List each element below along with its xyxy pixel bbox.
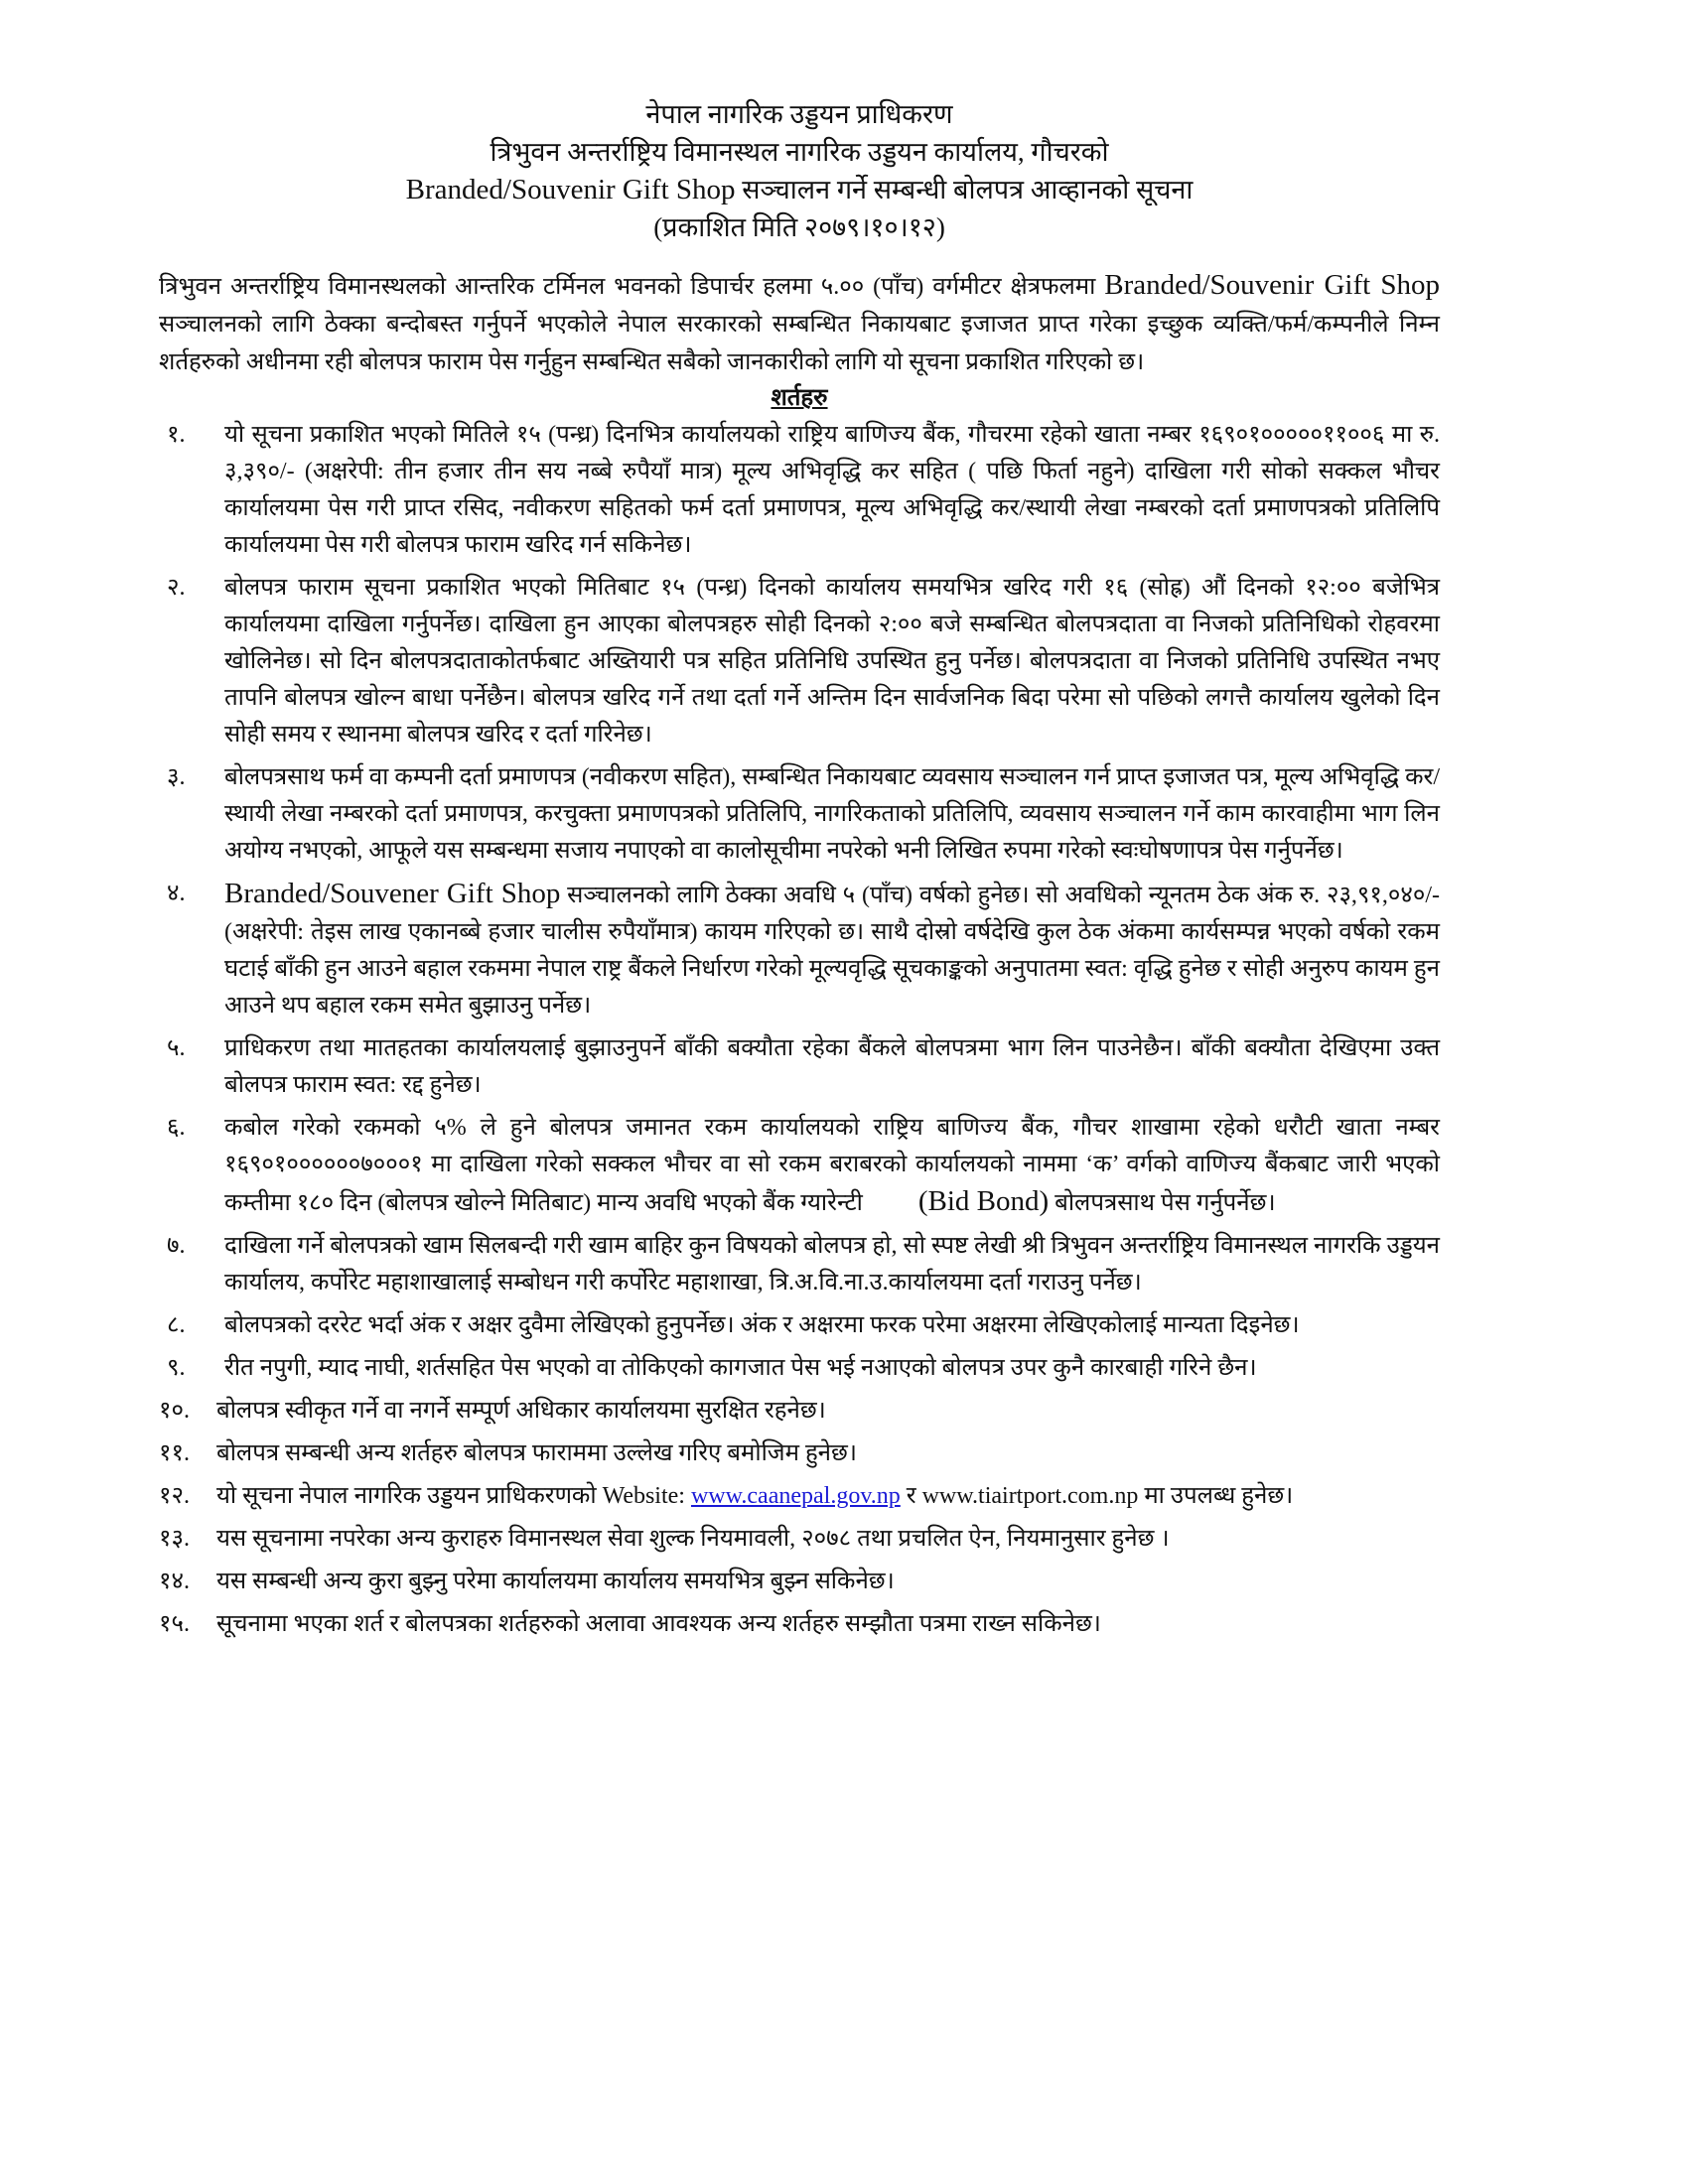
term-item <box>159 1435 1440 1472</box>
intro-text-1: त्रिभुवन अन्तर्राष्ट्रिय विमानस्थलको आन्तरिक टर्मिनल भवनको डिपार्चर हलमा ५.०० (पाँच) वर्गमीटर क्षेत्रफलमा <box>159 274 1105 300</box>
notice-title-np: सञ्चालन गर्ने सम्बन्धी बोलपत्र आव्हानको सूचना <box>735 175 1194 205</box>
term-text: बोलपत्र फाराम सूचना प्रकाशित भएको मितिबाट १५ (पन्ध्र) दिनको कार्यालय समयभित्र खरिद गरी १६ (सोह्र) औं दिनको १२:०० बजेभित्र कार्यालयमा दाखिला गर्नुपर्नेछ। दाखिला हुन आएका बोलपत्रहरु सोही दिनको २:०० बजे सम्बन्धित बोलपत्रदाता वा निजको प्रतिनिधिको रोहवरमा खोलिनेछ। सो दिन बोलपत्रदाताकोतर्फबाट अख्तियारी पत्र सहित प्रतिनिधि उपस्थित हुनु पर्नेछ। बोलपत्रदाता वा निजको प्रतिनिधि उपस्थित नभए तापनि बोलपत्र खोल्न बाधा पर्नेछैन। बोलपत्र खरिद गर्ने तथा दर्ता गर्ने अन्तिम दिन सार्वजनिक बिदा परेमा सो पछिको लगत्तै कार्यालय खुलेको दिन सोही समय र स्थानमा बोलपत्र खरिद र दर्ता गरिनेछ। <box>224 575 1440 748</box>
term-item <box>159 1228 1440 1301</box>
term-text: यो सूचना प्रकाशित भएको मितिले १५ (पन्ध्र) दिनभित्र कार्यालयको राष्ट्रिय बाणिज्य बैंक, गौचरमा रहेको खाता नम्बर १६९०१०००००११००६ मा रु. ३,३९०/- (अक्षरेपी: तीन हजार तीन सय नब्बे रुपैयाँ मात्र) मूल्य अभिवृद्धि कर सहित ( पछि फिर्ता नहुने) दाखिला गरी सोको सक्कल भौचर कार्यालयमा पेस गरी प्राप्त रसिद, नवीकरण सहितको फर्म दर्ता प्रमाणपत्र, मूल्य अभिवृद्धि कर/स्थायी लेखा नम्बरको दर्ता प्रमाणपत्रको प्रतिलिपि कार्यालयमा पेस गरी बोलपत्र फाराम खरिद गर्न सकिनेछ। <box>224 422 1440 558</box>
term-text <box>224 1110 1440 1222</box>
term-number: ७. <box>167 1233 186 1259</box>
terms-list <box>159 417 1440 1643</box>
term-item <box>159 570 1440 753</box>
term-number: ३. <box>167 764 186 790</box>
term-item <box>159 759 1440 870</box>
term-text <box>216 1478 1440 1515</box>
term-text: बोलपत्र स्वीकृत गर्ने वा नगर्ने सम्पूर्ण अधिकार कार्यालयमा सुरक्षित रहनेछ। <box>216 1398 826 1424</box>
term-item <box>159 1307 1440 1344</box>
term-number: १३. <box>159 1526 190 1552</box>
term-text: बोलपत्रको दररेट भर्दा अंक र अक्षर दुवैमा लेखिएको हुनुपर्नेछ। अंक र अक्षरमा फरक परेमा अक्षरमा लेखिएकोलाई मान्यता दिइनेछ। <box>224 1312 1300 1338</box>
term-number: ११. <box>159 1440 190 1466</box>
published-date: (प्रकाशित मिति २०७९।१०।१२) <box>653 212 945 242</box>
term-number: ९. <box>167 1355 186 1381</box>
term-text: दाखिला गर्ने बोलपत्रको खाम सिलबन्दी गरी खाम बाहिर कुन विषयको बोलपत्र हो, सो स्पष्ट लेखी श्री त्रिभुवन अन्तर्राष्ट्रिय विमानस्थल नागरकि उड्डयन कार्यालय, कर्पोरेट महाशाखालाई सम्बोधन गरी कर्पोरेट महाशाखा, त्रि.अ.वि.ना.उ.कार्यालयमा दर्ता गराउनु पर्नेछ। <box>224 1233 1440 1296</box>
office-name: त्रिभुवन अन्तर्राष्ट्रिय विमानस्थल नागरिक उड्डयन कार्यालय, गौचरको <box>490 137 1109 167</box>
term-number: ५. <box>167 1035 186 1061</box>
term-number: १५. <box>159 1611 190 1637</box>
intro-shop-name: Branded/Souvenir Gift Shop <box>1104 269 1440 301</box>
term-item <box>159 1564 1440 1600</box>
notice-title-en: Branded/Souvenir Gift Shop <box>405 174 736 205</box>
term-number: १४. <box>159 1569 190 1594</box>
term-text: यस सम्बन्धी अन्य कुरा बुझ्नु परेमा कार्यालयमा कार्यालय समयभित्र बुझ्न सकिनेछ। <box>216 1569 895 1594</box>
term-bid-bond: (Bid Bond) <box>917 1185 1050 1217</box>
term-item <box>159 1521 1440 1558</box>
intro-text-2: सञ्चालनको लागि ठेक्का बन्दोबस्त गर्नुपर्ने भएकोले नेपाल सरकारको सम्बन्धित निकायबाट इजाजत प्राप्त गरेका इच्छुक व्यक्ति/फर्म/कम्पनीले निम्न शर्तहरुको अधीनमा रही बोलपत्र फाराम पेस गर्नुहुन सम्बन्धित सबैको जानकारीको लागि यो सूचना प्रकाशित गरिएको छ। <box>159 312 1440 375</box>
org-name: नेपाल नागरिक उड्डयन प्राधिकरण <box>645 99 953 129</box>
term-text <box>224 876 1440 1024</box>
term-text: सूचनामा भएका शर्त र बोलपत्रका शर्तहरुको अलावा आवश्यक अन्य शर्तहरु सम्झौता पत्रमा राख्न सकिनेछ। <box>216 1611 1101 1637</box>
term-item <box>159 1030 1440 1104</box>
term-item <box>159 1478 1440 1515</box>
term-item <box>159 417 1440 564</box>
term-text-body: यो सूचना नेपाल नागरिक उड्डयन प्राधिकरणको Website: <box>216 1483 691 1509</box>
term-item <box>159 1110 1440 1222</box>
term-text: बोलपत्रसाथ फर्म वा कम्पनी दर्ता प्रमाणपत्र (नवीकरण सहित), सम्बन्धित निकायबाट व्यवसाय सञ्चालन गर्न प्राप्त इजाजत पत्र, मूल्य अभिवृद्धि कर/स्थायी लेखा नम्बरको दर्ता प्रमाणपत्र, करचुक्ता प्रमाणपत्रको प्रतिलिपि, नागरिकताको प्रतिलिपि, व्यवसाय सञ्चालन गर्ने काम कारवाहीमा भाग लिन अयोग्य नभएको, आफूले यस सम्बन्धमा सजाय नपाएको वा कालोसूचीमा नपरेको भनी लिखित रुपमा गरेको स्वःघोषणापत्र पेस गर्नुपर्नेछ। <box>224 764 1440 864</box>
term-text-body: सञ्चालनको लागि ठेक्का अवधि ५ (पाँच) वर्षको हुनेछ। सो अवधिको न्यूनतम ठेक अंक रु. २३,९१,०४०/- (अक्षरेपी: तेइस लाख एकानब्बे हजार चालीस रुपैयाँमात्र) कायम गरिएको छ। साथै दोस्रो वर्षदेखि कुल ठेक अंकमा कार्यसम्पन्न भएको वर्षको रकम घटाई बाँकी हुन आउने बहाल रकममा नेपाल राष्ट्र बैंकले निर्धारण गरेको मूल्यवृद्धि सूचकाङ्कको अनुपातमा स्वत: वृद्धि हुनेछ र सोही अनुरुप कायम हुन आउने थप बहाल रकम समेत बुझाउनु पर्नेछ। <box>224 883 1440 1019</box>
terms-title: शर्तहरु <box>771 385 828 411</box>
term-number: १०. <box>159 1398 190 1424</box>
notice-title <box>159 171 1440 208</box>
intro-paragraph <box>159 266 1440 381</box>
term-number: ८. <box>167 1312 186 1338</box>
term-text: बोलपत्र सम्बन्धी अन्य शर्तहरु बोलपत्र फाराममा उल्लेख गरिए बमोजिम हुनेछ। <box>216 1440 857 1466</box>
term-item <box>159 1393 1440 1430</box>
term-item <box>159 1606 1440 1643</box>
caa-website-link[interactable]: www.caanepal.gov.np <box>690 1483 901 1509</box>
term-number: २. <box>167 575 186 601</box>
term-item <box>159 1350 1440 1387</box>
term-text-tail: र www.tiairtport.com.np मा उपलब्ध हुनेछ। <box>900 1483 1294 1509</box>
term-number: १२. <box>159 1483 190 1509</box>
term-item <box>159 876 1440 1024</box>
term-text: रीत नपुगी, म्याद नाघी, शर्तसहित पेस भएको वा तोकिएको कागजात पेस भई नआएको बोलपत्र उपर कुनै कारबाही गरिने छैन। <box>224 1355 1257 1381</box>
term-text-tail: बोलपत्रसाथ पेस गर्नुपर्नेछ। <box>1049 1190 1276 1216</box>
term-shop-name: Branded/Souvener Gift Shop <box>224 878 561 909</box>
notice-header <box>159 95 1440 246</box>
notice-page <box>159 95 1440 1649</box>
term-number: ६. <box>167 1115 186 1141</box>
term-text-body: कबोल गरेको रकमको ५% ले हुने बोलपत्र जमानत रकम कार्यालयको राष्ट्रिय बाणिज्य बैंक, गौचर शाखामा रहेको धरौटी खाता नम्बर १६९०१००००००७०००१ मा दाखिला गरेको सक्कल भौचर वा सो रकम बराबरको कार्यालयको नाममा ‘क’ वर्गको वाणिज्य बैंकबाट जारी भएको कम्तीमा १८० दिन (बोलपत्र खोल्ने मितिबाट) मान्य अवधि भएको बैंक ग्यारेन्टी <box>224 1115 1440 1216</box>
term-number: १. <box>167 422 186 448</box>
term-number: ४. <box>167 881 186 906</box>
term-text: यस सूचनामा नपरेका अन्य कुराहरु विमानस्थल सेवा शुल्क नियमावली, २०७८ तथा प्रचलित ऐन, नियमानुसार हुनेछ । <box>216 1526 1170 1552</box>
term-text: प्राधिकरण तथा मातहतका कार्यालयलाई बुझाउनुपर्ने बाँकी बक्यौता रहेका बैंकले बोलपत्रमा भाग लिन पाउनेछैन। बाँकी बक्यौता देखिएमा उक्त बोलपत्र फाराम स्वत: रद्द हुनेछ। <box>224 1035 1440 1098</box>
